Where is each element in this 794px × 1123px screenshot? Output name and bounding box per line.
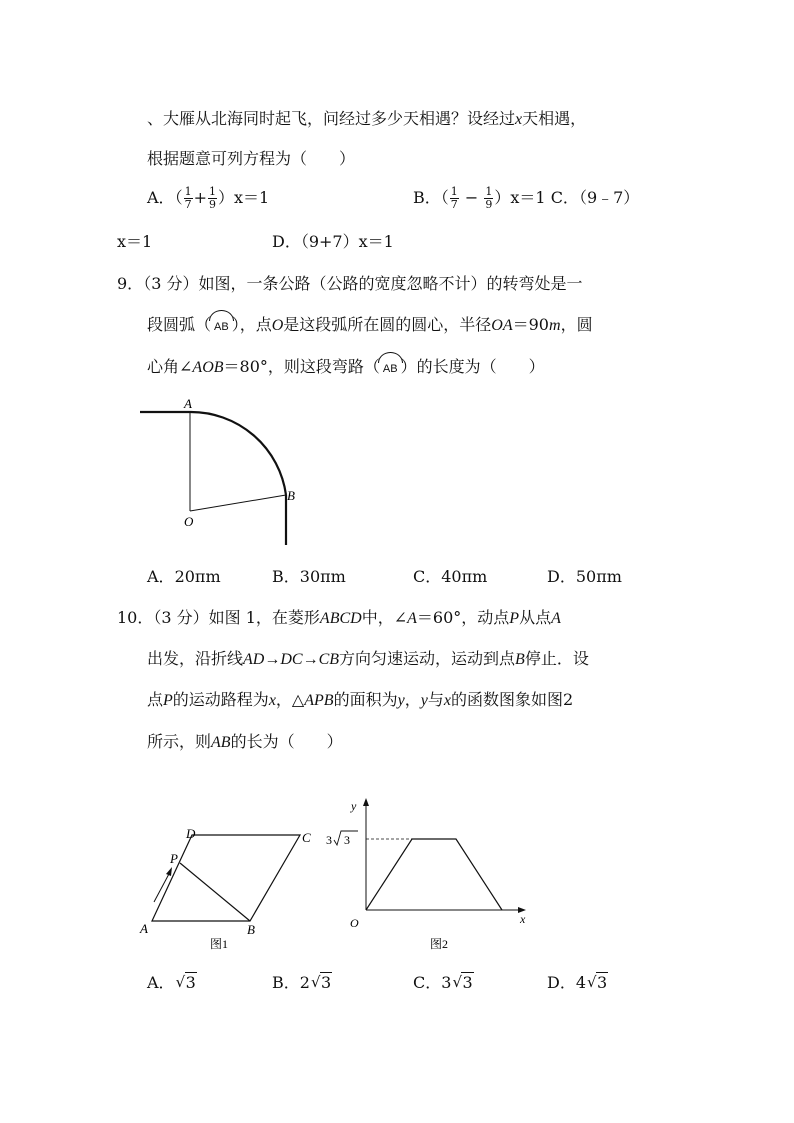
sqrt-symbol bbox=[176, 972, 197, 994]
sqrt-symbol bbox=[452, 972, 473, 994]
q10-text: 出发，沿折线 bbox=[147, 649, 244, 668]
var-y: y bbox=[420, 692, 428, 709]
option-label: C． bbox=[413, 973, 442, 992]
q9-text: 段圆弧（ bbox=[147, 315, 212, 334]
segment-oa: OA bbox=[491, 317, 513, 334]
option-label: B． bbox=[272, 567, 300, 586]
q9-option-c[interactable] bbox=[413, 566, 487, 588]
fraction-1-9 bbox=[208, 186, 217, 211]
frac-den: 9 bbox=[485, 198, 493, 211]
var-y: y bbox=[397, 692, 405, 709]
q9-text: 是这段弧所在圆的圆心，半径 bbox=[283, 315, 492, 334]
q8-text: 、大雁从北海同时起飞，问经过多少天相遇？设经过 bbox=[147, 109, 516, 128]
option-label: D． bbox=[547, 973, 576, 992]
option-value: 40π bbox=[441, 567, 473, 586]
q10-line3 bbox=[147, 689, 573, 712]
fraction-1-9 bbox=[484, 186, 493, 211]
motion-arrow-head bbox=[166, 867, 172, 876]
option-label: B． bbox=[272, 973, 300, 992]
q8-option-b[interactable] bbox=[413, 186, 639, 211]
option-value: 30π bbox=[299, 567, 331, 586]
equals-one: ＝1 bbox=[519, 188, 546, 207]
paren: ） bbox=[494, 188, 511, 207]
q10-text: 从点 bbox=[519, 608, 552, 627]
option-value: 50π bbox=[575, 567, 607, 586]
q10-option-d[interactable] bbox=[547, 972, 608, 994]
label-x: x bbox=[520, 912, 526, 926]
angle-a: A bbox=[407, 610, 417, 627]
label-a: A bbox=[184, 396, 192, 411]
sqrt-symbol bbox=[587, 972, 608, 994]
option-label: B． bbox=[413, 188, 441, 207]
function-curve bbox=[366, 839, 502, 910]
frac-num: 1 bbox=[208, 185, 216, 198]
paren: （ bbox=[174, 188, 183, 207]
q10-line4 bbox=[147, 731, 343, 754]
frac-num: 1 bbox=[184, 185, 192, 198]
option-label: C． bbox=[413, 567, 442, 586]
option-text: （9﹣7） bbox=[578, 188, 640, 207]
y-axis-arrow bbox=[363, 798, 369, 806]
var-x: x bbox=[234, 188, 244, 207]
q9-option-b[interactable] bbox=[272, 566, 346, 588]
point-p: P bbox=[509, 610, 520, 627]
ytick-coef: 3 bbox=[326, 833, 332, 847]
angle-aob: AOB bbox=[192, 359, 224, 376]
q9-line3 bbox=[147, 356, 545, 380]
option-label: A． bbox=[147, 973, 175, 992]
fraction-1-7 bbox=[450, 186, 459, 211]
radicand: 3 bbox=[597, 973, 608, 992]
equals-one: ＝1 bbox=[243, 188, 270, 207]
q9-line1 bbox=[117, 273, 582, 295]
q9-text: ），点 bbox=[231, 315, 272, 334]
option-label: D． bbox=[272, 232, 301, 251]
plus: + bbox=[193, 188, 207, 207]
q10-text: 的长为（ ） bbox=[230, 732, 343, 751]
unit-m: m bbox=[205, 567, 221, 586]
q10-line2 bbox=[147, 648, 589, 671]
q10-text: ，△ bbox=[275, 690, 305, 709]
q10-option-a[interactable] bbox=[147, 972, 197, 994]
q8-option-a[interactable] bbox=[147, 186, 269, 211]
var-x: x bbox=[268, 692, 276, 709]
q10-text: 的运动路程为 bbox=[172, 690, 269, 709]
q9-line2 bbox=[147, 314, 593, 338]
q9-option-d[interactable] bbox=[547, 566, 622, 588]
point-o: O bbox=[271, 317, 284, 334]
var-x: x bbox=[117, 232, 127, 251]
option-coef: 3 bbox=[441, 973, 452, 992]
unit-m: m bbox=[606, 567, 622, 586]
q10-option-c[interactable] bbox=[413, 972, 474, 994]
fraction-1-7 bbox=[184, 186, 193, 211]
triangle-apb: APB bbox=[304, 692, 334, 709]
q10-option-b[interactable] bbox=[272, 972, 332, 994]
q10-text: 的函数图象如图2 bbox=[450, 690, 574, 709]
q10-text: 点 bbox=[147, 690, 164, 709]
option-label: A． bbox=[147, 567, 175, 586]
ytick-rad: 3 bbox=[344, 833, 350, 847]
rhombus-abcd: ABCD bbox=[319, 610, 362, 627]
option-coef: 2 bbox=[299, 973, 310, 992]
question-number: 10． bbox=[117, 608, 154, 627]
segment-ab: AB bbox=[211, 734, 231, 751]
q8-option-c[interactable] bbox=[551, 188, 640, 207]
q10-text: 停止．设 bbox=[524, 649, 589, 668]
paren: ） bbox=[217, 188, 234, 207]
sqrt-symbol bbox=[311, 972, 332, 994]
option-coef: 4 bbox=[575, 973, 587, 992]
figure-2-caption: 图2 bbox=[430, 937, 449, 951]
paren: （ bbox=[440, 188, 449, 207]
q8-option-d[interactable] bbox=[272, 231, 394, 253]
label-b: B bbox=[287, 488, 295, 503]
q10-line1 bbox=[117, 607, 561, 630]
q9-text: ）的长度为（ ） bbox=[400, 357, 545, 376]
q8-option-c-continued bbox=[117, 231, 152, 253]
frac-num: 1 bbox=[450, 185, 458, 198]
var-x: x bbox=[510, 188, 520, 207]
radius-ob bbox=[190, 495, 286, 511]
q10-figure-2-graph bbox=[320, 795, 540, 960]
q8-line2: 根据题意可列方程为（ ） bbox=[147, 149, 356, 168]
q9-text: ＝90 bbox=[512, 315, 549, 334]
q8-text: 天相遇， bbox=[522, 109, 587, 128]
label-o: O bbox=[350, 916, 359, 930]
q10-text: 所示，则 bbox=[147, 732, 212, 751]
q10-figure-1-rhombus bbox=[130, 820, 330, 960]
var-x: x bbox=[443, 692, 451, 709]
label-c: C bbox=[302, 830, 311, 845]
question-number: 9． bbox=[117, 274, 144, 293]
option-label: D． bbox=[547, 567, 576, 586]
radicand: 3 bbox=[462, 973, 473, 992]
q10-text: （3 分）如图 1，在菱形 bbox=[153, 608, 320, 627]
q10-text: 与 bbox=[427, 690, 444, 709]
q9-text: ＝80°，则这段弯路（ bbox=[223, 357, 380, 376]
equals-one: ＝1 bbox=[126, 232, 153, 251]
label-d: D bbox=[186, 826, 196, 841]
q10-text: 中，∠ bbox=[361, 608, 408, 627]
frac-den: 7 bbox=[450, 198, 458, 211]
minus: − bbox=[459, 188, 484, 207]
point-b: B bbox=[515, 651, 525, 668]
q9-text: 心角∠ bbox=[147, 357, 193, 376]
label-b: B bbox=[247, 922, 255, 937]
q9-text: ，圆 bbox=[560, 315, 593, 334]
label-o: O bbox=[184, 514, 194, 529]
point-p: P bbox=[163, 692, 173, 709]
q8-line1 bbox=[147, 108, 586, 131]
arc-ab-symbol: AB bbox=[212, 316, 231, 338]
option-value: 20π bbox=[174, 567, 206, 586]
frac-den: 9 bbox=[208, 198, 216, 211]
q9-option-a[interactable] bbox=[147, 566, 221, 588]
q10-text: 的面积为 bbox=[333, 690, 398, 709]
equals-one: ＝1 bbox=[367, 232, 394, 251]
figure-1-caption: 图1 bbox=[210, 937, 229, 951]
radicand: 3 bbox=[320, 973, 332, 992]
q10-text: ， bbox=[404, 690, 421, 709]
label-y: y bbox=[351, 799, 357, 813]
segment-pb bbox=[180, 863, 250, 921]
q10-text: ＝60°，动点 bbox=[416, 608, 510, 627]
radicand: 3 bbox=[185, 973, 196, 992]
point-a: A bbox=[551, 610, 561, 627]
road-arc bbox=[190, 412, 286, 495]
var-x: x bbox=[358, 232, 368, 251]
q9-text: （3 分）如图，一条公路（公路的宽度忽略不计）的转弯处是一 bbox=[143, 274, 583, 293]
label-a: A bbox=[140, 921, 148, 936]
frac-den: 7 bbox=[184, 198, 192, 211]
unit-m: m bbox=[549, 317, 561, 334]
q10-text: 方向匀速运动，运动到点 bbox=[339, 649, 516, 668]
unit-m: m bbox=[330, 567, 346, 586]
path-ad-dc-cb: AD→DC→CB bbox=[243, 651, 340, 668]
var-x: x bbox=[515, 111, 523, 128]
arc-ab-symbol: AB bbox=[381, 358, 400, 380]
unit-m: m bbox=[472, 567, 488, 586]
option-text: （9+7） bbox=[300, 232, 359, 251]
q9-road-figure bbox=[130, 385, 330, 555]
label-p: P bbox=[170, 851, 178, 866]
frac-num: 1 bbox=[485, 185, 493, 198]
rhombus-outline bbox=[152, 835, 300, 921]
option-label: A． bbox=[147, 188, 175, 207]
option-label: C． bbox=[550, 188, 579, 207]
